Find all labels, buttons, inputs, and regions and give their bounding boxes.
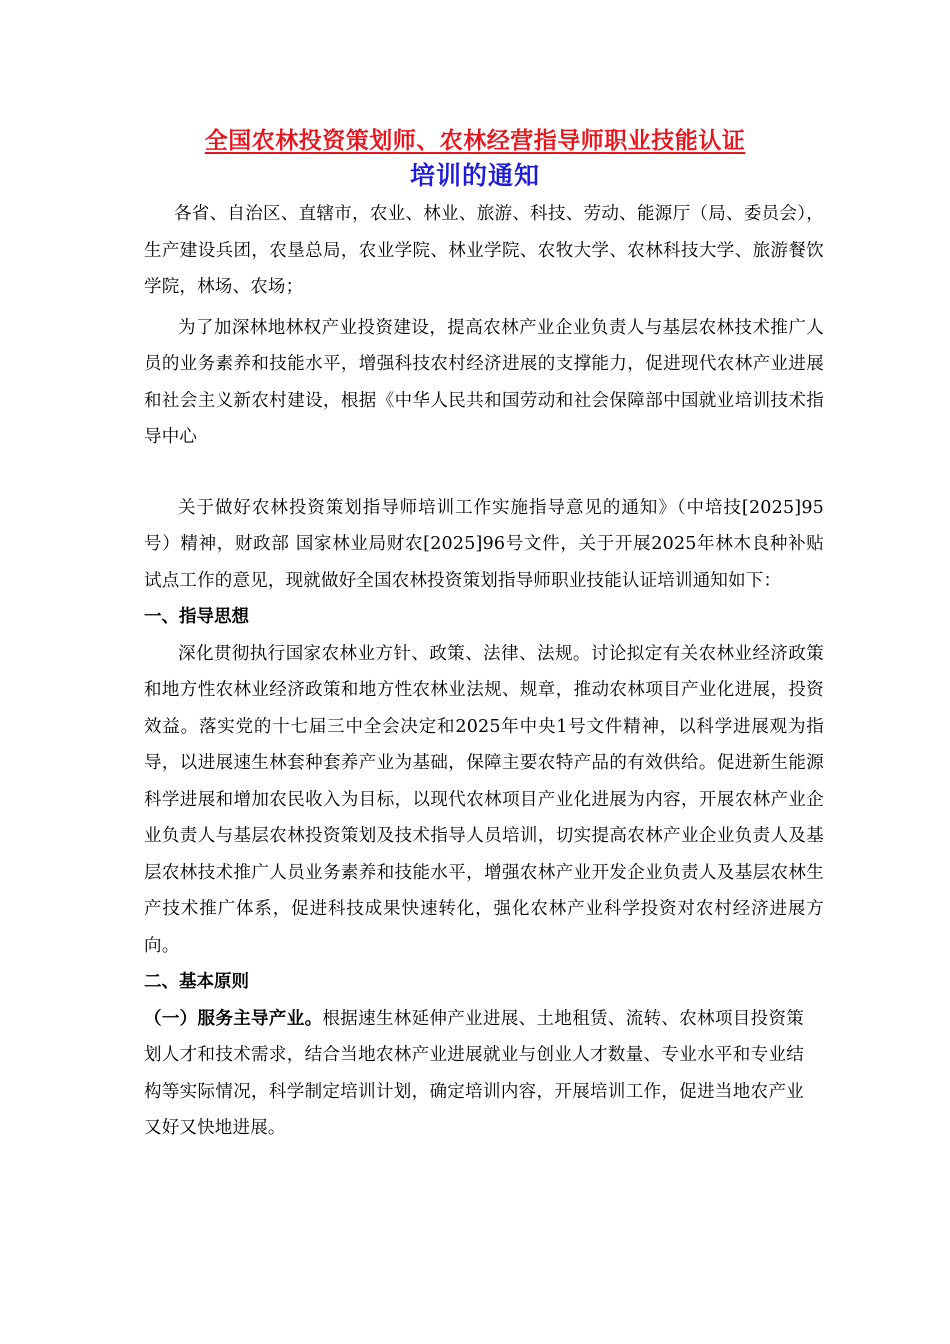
principle-item-1-body: 根据速生林延伸产业进展、土地租赁、流转、农林项目投资策划人才和技术需求，结合当地农林产业进展就业与创业人才数量、专业水平和专业结构等实际情况，科学制定培训计划，确定培训内容，开展培训工作，促进当地农产业又好又快地进展。 — [144, 1008, 804, 1138]
principle-item-1-lead: （一）服务主导产业。 — [144, 1008, 323, 1029]
principle-item-1 — [144, 1001, 804, 1147]
document-title-line1: 全国农林投资策划师、农林经营指导师职业技能认证 — [204, 127, 746, 154]
paragraph-gap — [144, 456, 824, 484]
purpose-paragraph: 为了加深林地林权产业投资建设，提高农林产业企业负责人与基层农林技术推广人员的业务素养和技能水平，增强科技农村经济进展的支撑能力，促进现代农林产业进展和社会主义新农村建设，根据《中华人民共和国劳动和社会保障部中国就业培训技术指导中心 — [144, 317, 824, 447]
section-heading-basic-principles: 二、基本原则 — [144, 972, 249, 992]
section-heading-guiding-ideology: 一、指导思想 — [144, 607, 249, 627]
document-title-line2: 培训的通知 — [409, 161, 540, 190]
basis-paragraph: 关于做好农林投资策划指导师培训工作实施指导意见的通知》（中培技[2025]95号）精神，财政部 国家林业局财农[2025]96号文件，关于开展2025年林木良种补贴试点工作的意见，现就做好全国农林投资策划指导师职业技能认证培训通知如下： — [144, 497, 824, 591]
guiding-ideology-paragraph: 深化贯彻执行国家农林业方针、政策、法律、法规。讨论拟定有关农林业经济政策和地方性农林业经济政策和地方性农林业法规、规章，推动农林项目产业化进展，投资效益。落实党的十七届三中全会决定和2025年中央1号文件精神，以科学进展观为指导，以进展速生林套种套养产业为基础，保障主要农特产品的有效供给。促进新生能源科学进展和增加农民收入为目标，以现代农林项目产业化进展为内容，开展农林产业企业负责人与基层农林投资策划及技术指导人员培训，切实提高农林产业企业负责人及基层农林技术推广人员业务素养和技能水平，增强农林产业开发企业负责人及基层农林生产技术推广体系，促进科技成果快速转化，强化农林产业科学投资对农村经济进展方向。 — [144, 643, 824, 956]
addressee-paragraph: 各省、自治区、直辖市，农业、林业、旅游、科技、劳动、能源厅（局、委员会），生产建设兵团，农垦总局，农业学院、林业学院、农牧大学、农林科技大学、旅游餐饮学院，林场、农场； — [144, 204, 824, 297]
document-body — [144, 196, 824, 1147]
